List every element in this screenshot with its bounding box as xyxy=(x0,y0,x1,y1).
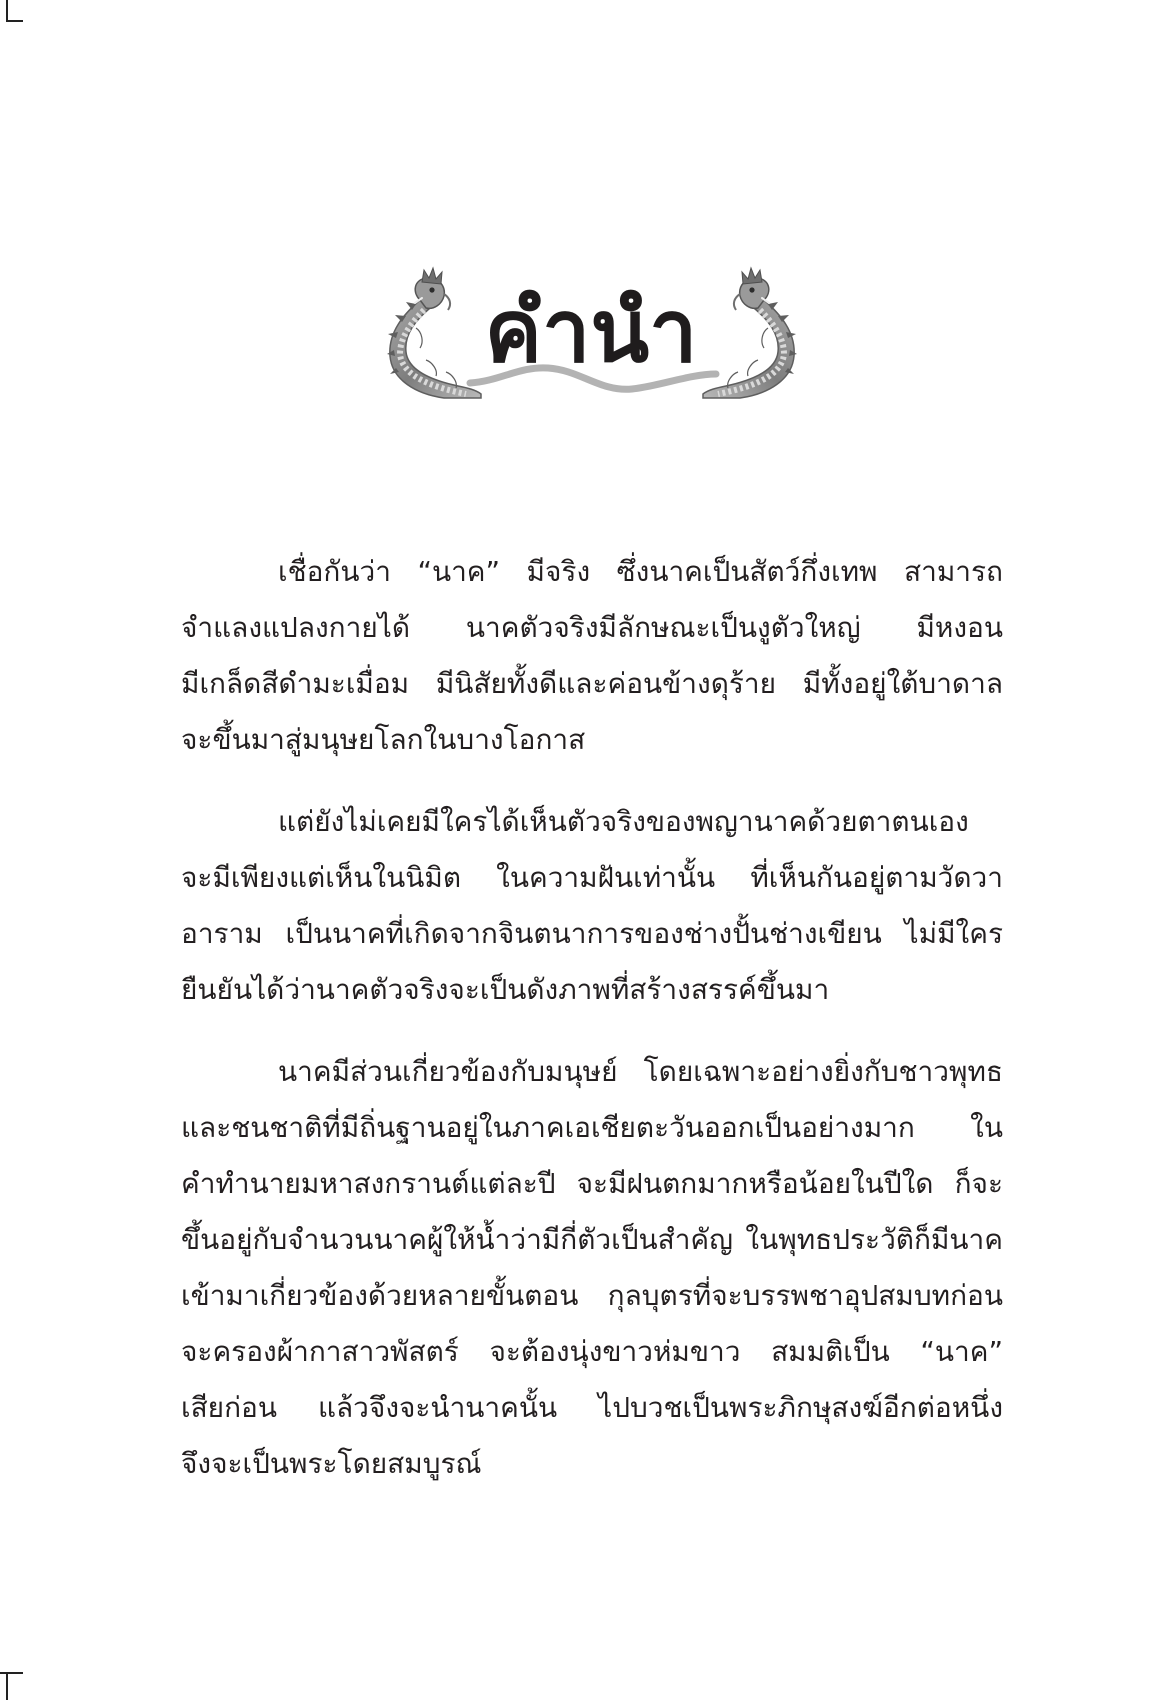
title-ornament xyxy=(0,0,1165,480)
text-line: ยืนยันได้ว่านาคตัวจริงจะเป็นดังภาพที่สร้างสรรค์ขึ้นมา xyxy=(181,973,830,1006)
text-line: มีเกล็ดสีดำมะเมื่อม มีนิสัยทั้งดีและค่อนข้างดุร้าย มีทั้งอยู่ใต้บาดาล xyxy=(181,667,1003,700)
text-line: เชื่อกันว่า “นาค” มีจริง ซึ่งนาคเป็นสัตว์กึ่งเทพ สามารถ xyxy=(278,555,1003,588)
text-line: คำทำนายมหาสงกรานต์แต่ละปี จะมีฝนตกมากหรือน้อยในปีใด ก็จะ xyxy=(181,1167,1003,1200)
paragraph-2 xyxy=(181,794,1003,1018)
page-title: คำนำ xyxy=(484,282,698,382)
text-line: อาราม เป็นนาคที่เกิดจากจินตนาการของช่างปั้นช่างเขียน ไม่มีใคร xyxy=(181,917,1003,950)
paragraph-3 xyxy=(181,1044,1003,1492)
text-line: และชนชาติที่มีถิ่นฐานอยู่ในภาคเอเชียตะวันออกเป็นอย่างมาก ใน xyxy=(181,1111,1003,1144)
text-line: เข้ามาเกี่ยวข้องด้วยหลายขั้นตอน กุลบุตรที่จะบรรพชาอุปสมบทก่อน xyxy=(181,1279,1003,1312)
text-line: แต่ยังไม่เคยมีใครได้เห็นตัวจริงของพญานาคด้วยตาตนเอง xyxy=(278,805,969,838)
text-line: จะมีเพียงแต่เห็นในนิมิต ในความฝันเท่านั้น ที่เห็นกันอยู่ตามวัดวา xyxy=(181,861,1003,894)
text-line: จำแลงแปลงกายได้ นาคตัวจริงมีลักษณะเป็นงูตัวใหญ่ มีหงอน xyxy=(181,611,1003,644)
text-line: จะครองผ้ากาสาวพัสตร์ จะต้องนุ่งขาวห่มขาว สมมติเป็น “นาค” xyxy=(181,1335,1003,1368)
text-line: จะขึ้นมาสู่มนุษยโลกในบางโอกาส xyxy=(181,723,586,756)
text-line: นาคมีส่วนเกี่ยวข้องกับมนุษย์ โดยเฉพาะอย่างยิ่งกับชาวพุทธ xyxy=(278,1055,1003,1088)
text-line: เสียก่อน แล้วจึงจะนำนาคนั้น ไปบวชเป็นพระภิกษุสงฆ์อีกต่อหนึ่ง xyxy=(181,1391,1003,1424)
text-line: จึงจะเป็นพระโดยสมบูรณ์ xyxy=(181,1447,482,1480)
paragraph-1 xyxy=(181,544,1003,768)
crop-mark-bottom-left-horizontal xyxy=(0,1672,23,1674)
crop-mark-bottom-left-vertical xyxy=(6,1672,8,1700)
text-line: ขึ้นอยู่กับจำนวนนาคผู้ให้น้ำว่ามีกี่ตัวเป็นสำคัญ ในพุทธประวัติก็มีนาค xyxy=(181,1223,1003,1256)
body-text xyxy=(181,544,1003,1518)
